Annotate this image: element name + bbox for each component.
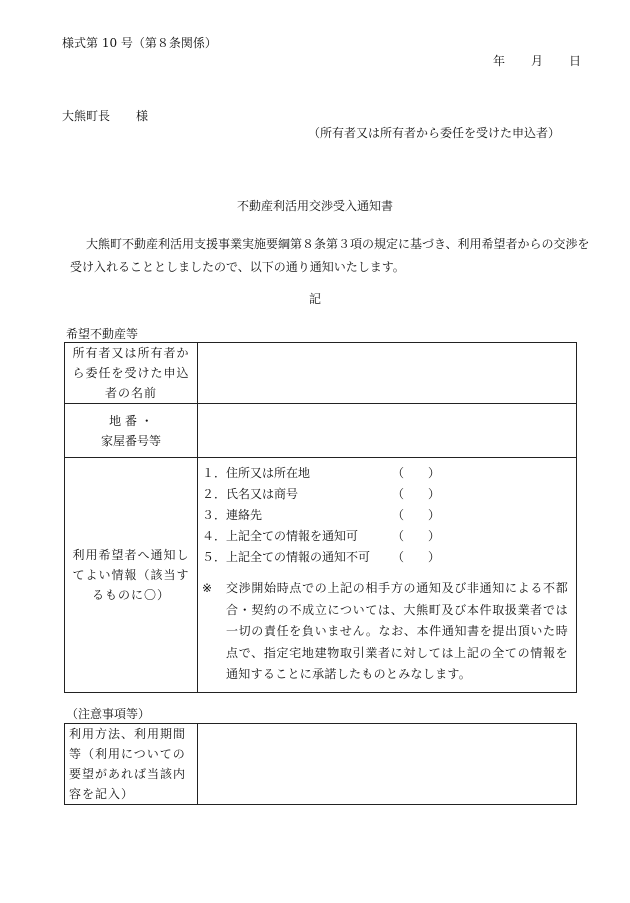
lot-row: [65, 404, 577, 458]
owner-value-field[interactable]: [198, 343, 577, 404]
notify-label-text: 利用希望者へ通知してよい情報（該当するものに〇）: [72, 547, 190, 602]
owner-label: [65, 343, 198, 404]
addressee: [62, 108, 148, 124]
form-number: 様式第 10 号（第８条関係）: [62, 36, 217, 50]
option-text: １．住所又は所在地: [202, 466, 311, 480]
lot-label: [65, 404, 198, 458]
usage-label-text: 利用方法、利用期間等（利用についての要望があれば当該内容を記入）: [69, 727, 187, 801]
owner-row: [65, 343, 577, 404]
ki-heading: 記: [308, 292, 321, 306]
notify-cell: [198, 458, 577, 693]
notes-table: [64, 723, 577, 805]
property-table: [64, 342, 577, 693]
option-text: ４．上記全ての情報を通知可: [202, 529, 359, 543]
usage-label: [65, 724, 198, 805]
notify-row: [65, 458, 577, 693]
usage-row: [65, 724, 577, 805]
date-day: 日: [569, 54, 582, 68]
option-item[interactable]: [202, 547, 576, 568]
disclaimer-note: [198, 568, 576, 692]
note-mark: ※: [202, 581, 213, 595]
document-title: 不動産利活用交渉受入通知書: [236, 199, 393, 213]
option-text: ２．氏名又は商号: [202, 487, 299, 501]
option-checkbox[interactable]: （ ）: [392, 529, 441, 543]
section2-heading: （注意事項等）: [66, 707, 151, 721]
lot-value-field[interactable]: [198, 404, 577, 458]
option-item[interactable]: [202, 505, 576, 526]
option-checkbox[interactable]: （ ）: [392, 508, 441, 522]
option-item[interactable]: [202, 484, 576, 505]
owner-label-text: 所有者又は所有者から委任を受けた申込者の名前: [72, 346, 190, 400]
lot-label-line1: 地 番 ・: [109, 413, 153, 428]
addressee-honorific: 様: [136, 109, 149, 123]
date-line: [493, 53, 581, 69]
lot-label-line2: 家屋番号等: [100, 433, 161, 448]
option-checkbox[interactable]: （ ）: [392, 550, 441, 564]
date-month: 月: [531, 54, 544, 68]
section1-heading: 希望不動産等: [66, 327, 139, 341]
applicant-label: （所有者又は所有者から委任を受けた申込者）: [308, 126, 561, 140]
option-checkbox[interactable]: （ ）: [392, 466, 441, 480]
addressee-name: 大熊町長: [62, 109, 111, 123]
note-text: 交渉開始時点での上記の相手方の通知及び非通知による不都合・契約の不成立については、大熊町及び本件取扱業者では一切の責任を負いません。なお、本件通知書を提出頂いた時点で、指定宅地建物取引業者に対しては上記の全ての情報を通知することに承諾したものとみなします。: [226, 581, 568, 681]
option-text: ５．上記全ての情報の通知不可: [202, 550, 371, 564]
notify-label: [65, 458, 198, 693]
option-item[interactable]: [202, 526, 576, 547]
option-text: ３．連絡先: [202, 508, 263, 522]
option-item[interactable]: [202, 463, 576, 484]
date-year: 年: [493, 54, 506, 68]
usage-value-field[interactable]: [198, 724, 577, 805]
body-text: 大熊町不動産利活用支援事業実施要綱第８条第３項の規定に基づき、利用希望者からの交渉を受け入れることとしましたので、以下の通り通知いたします。: [70, 237, 590, 274]
notify-options: [198, 458, 576, 568]
option-checkbox[interactable]: （ ）: [392, 487, 441, 501]
